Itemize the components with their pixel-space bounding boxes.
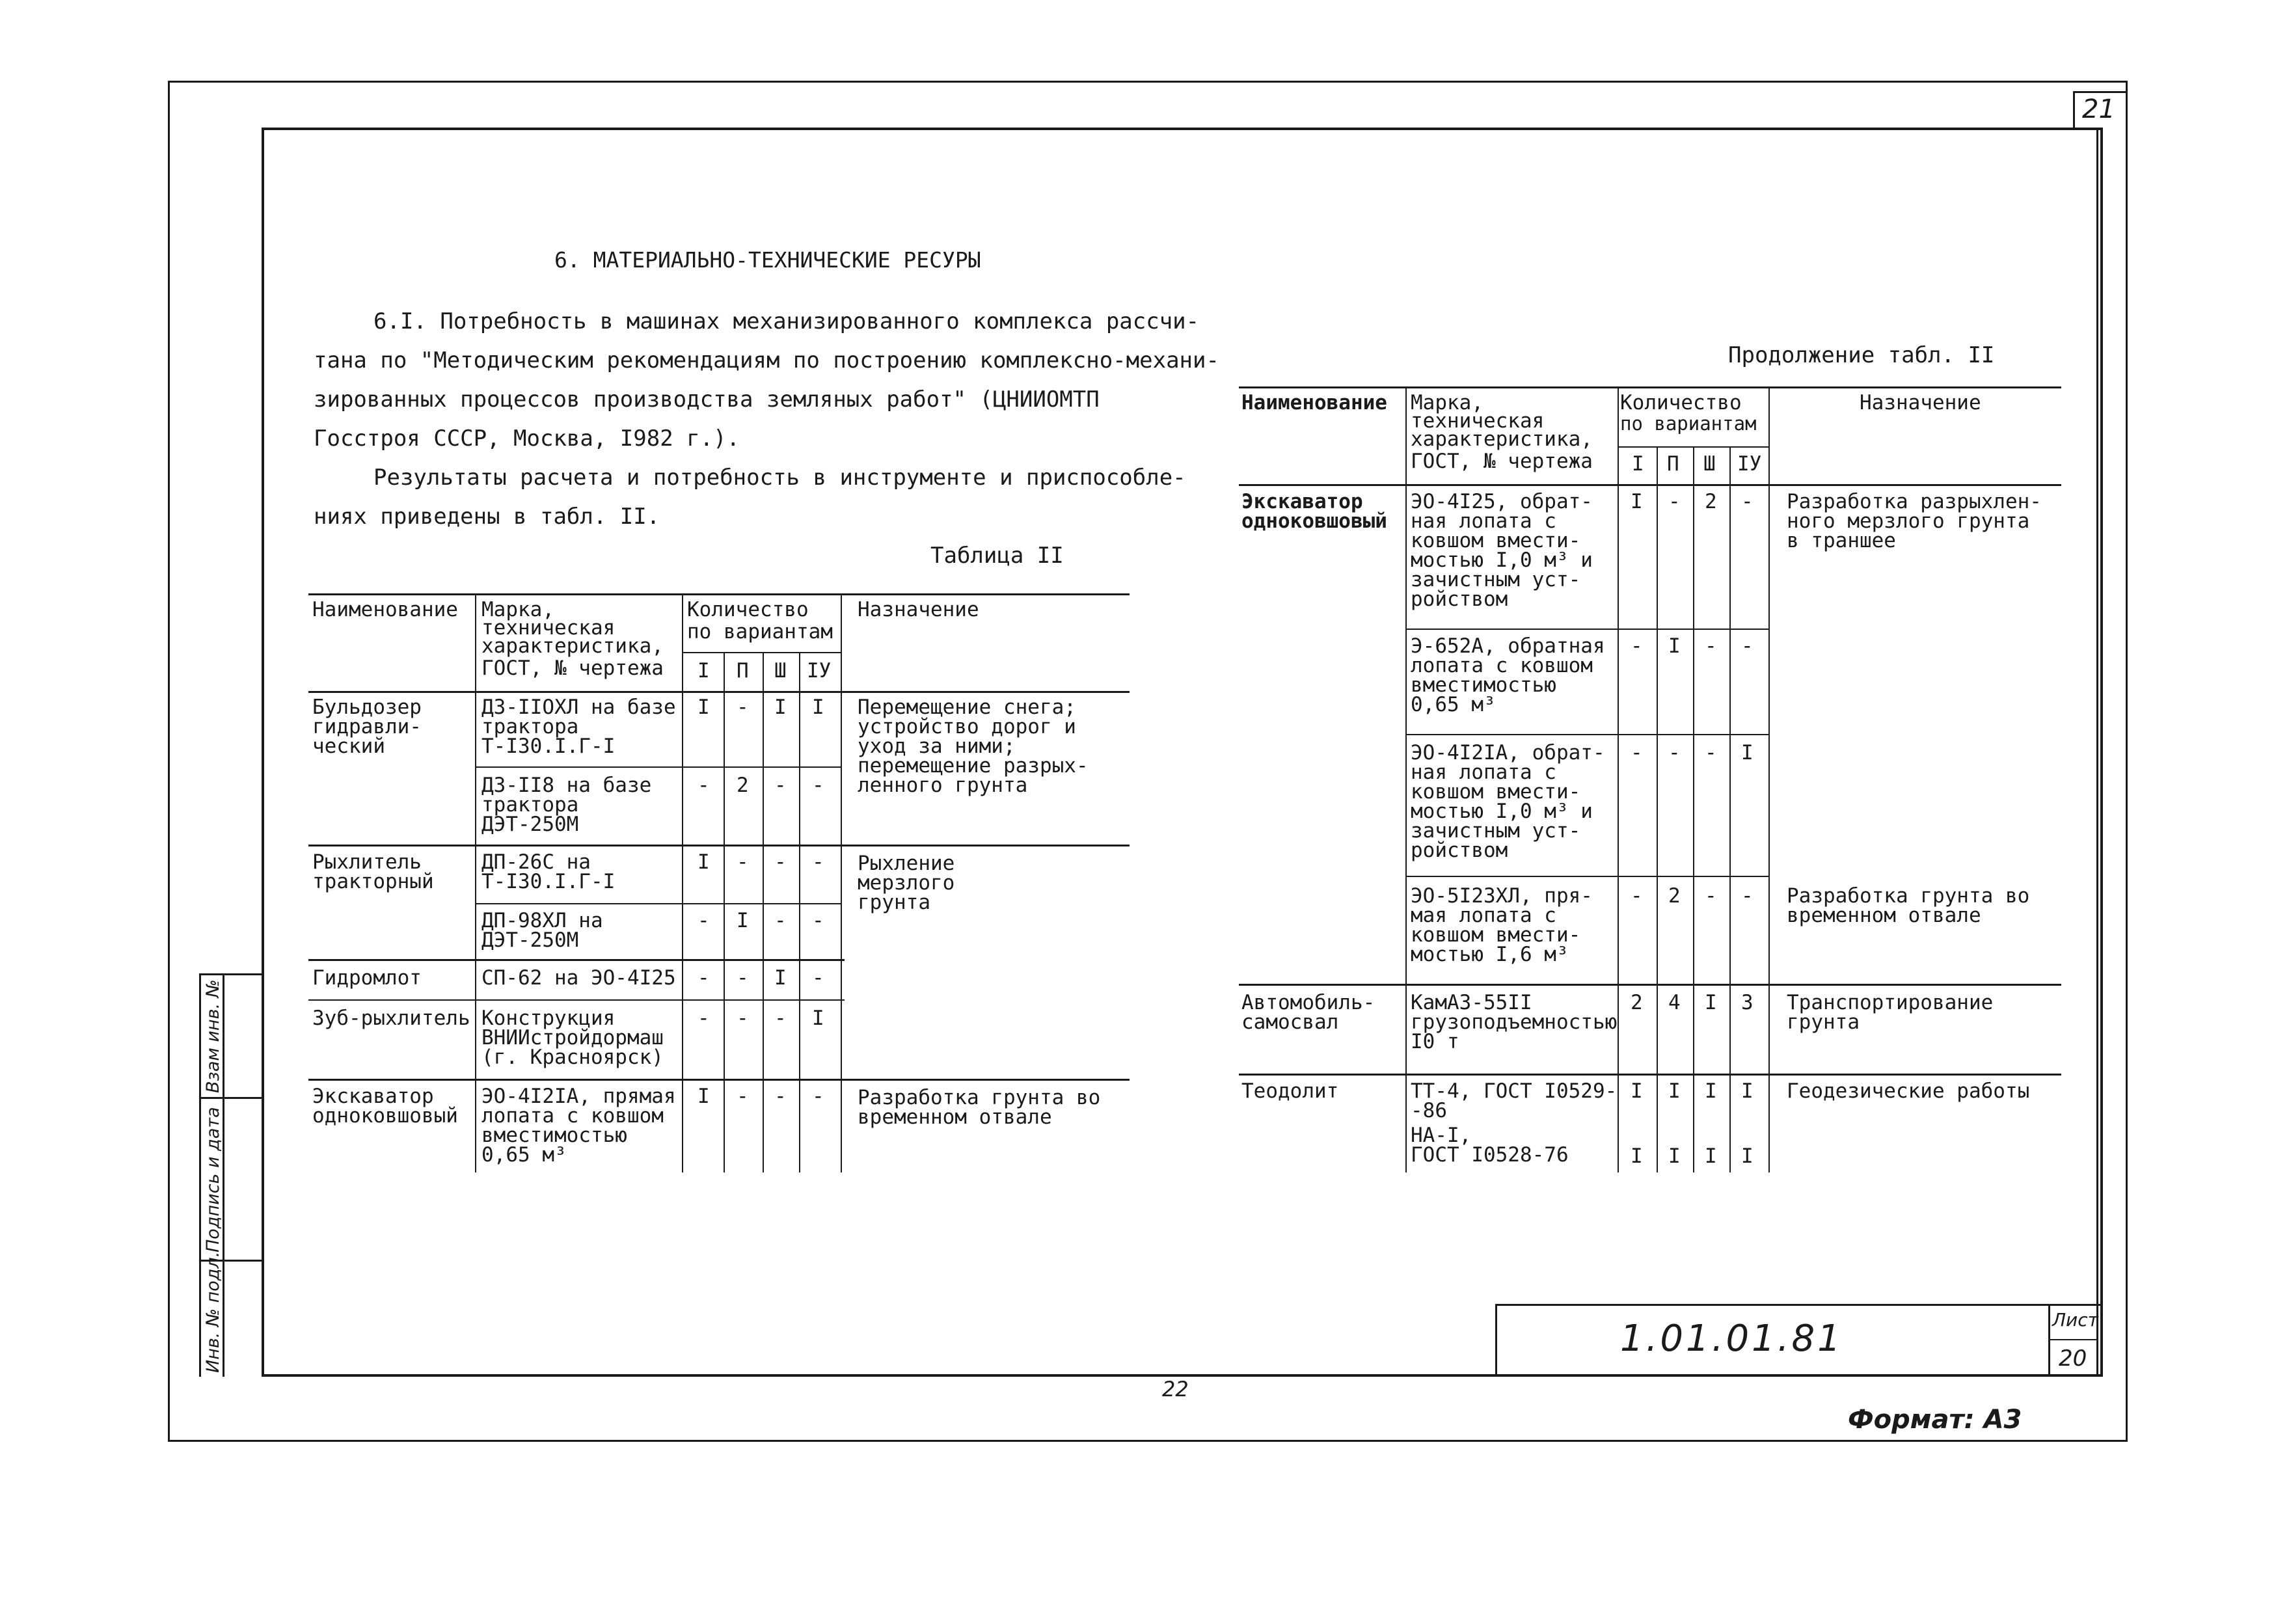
lt-rule-r4: [308, 959, 845, 961]
rt-col-purpose: [1768, 386, 1770, 1172]
paragraph1-line1: 6.I. Потребность в машинах механизированного комплекса рассчи-: [373, 308, 1200, 334]
titleblock-sheet-mid: [2048, 1339, 2096, 1340]
rt-r4-v4: -: [1741, 884, 1754, 908]
lt-r4-v1: -: [698, 909, 710, 932]
page-bottom-number: 22: [1162, 1377, 1189, 1401]
lt-rule-header-bottom: [308, 691, 1130, 693]
rt-header-variant-2: П: [1667, 452, 1679, 476]
lt-r3-brand-1: ДП-26С на: [481, 850, 591, 874]
rt-r3-brand-4: мостью I,0 м³ и: [1411, 800, 1593, 823]
side-row-2: [199, 1097, 262, 1099]
rt-r7-brand-2: ГОСТ I0528-76: [1411, 1143, 1569, 1167]
rt-r1-purpose-1: Разработка разрыхлен-: [1787, 490, 2042, 513]
rt-r1-purpose-3: в траншее: [1787, 529, 1896, 552]
lt-r2-brand-3: ДЭТ-250М: [481, 813, 579, 836]
rt-header-variant-3: Ш: [1703, 452, 1716, 476]
rt-rule-r1: [1405, 629, 1768, 630]
rt-r2-brand-1: Э-652А, обратная: [1411, 634, 1605, 658]
lt-r7-brand-4: 0,65 м³: [481, 1143, 567, 1167]
lt-r4-v4: -: [812, 909, 824, 932]
rt-header-variant-1: I: [1632, 452, 1644, 476]
lt-r7-brand-3: вместимостью: [481, 1124, 627, 1147]
rt-r2-v2: I: [1668, 634, 1681, 658]
lt-r1-name-1: Бульдозер: [312, 696, 422, 719]
rt-col-brand: [1405, 386, 1407, 1172]
titleblock-top: [1495, 1304, 2103, 1306]
table-caption: Таблица II: [930, 543, 1064, 569]
lt-r6-v2: -: [737, 1007, 749, 1030]
rt-r6-purpose-1: Геодезические работы: [1787, 1079, 2030, 1103]
rt-r4-v1: -: [1631, 884, 1643, 908]
continuation-caption: Продолжение табл. II: [1728, 342, 1995, 368]
lt-r3-purpose-1: Рыхление: [858, 852, 955, 875]
rt-rule-r5: [1239, 1074, 2061, 1076]
rt-rule-top: [1239, 386, 2061, 388]
rt-r5-v2: 4: [1668, 991, 1681, 1014]
lt-r1-v1: I: [698, 696, 710, 719]
lt-r5-brand-1: СП-62 на ЭО-4I25: [481, 966, 676, 990]
lt-r2-v1: -: [698, 774, 710, 797]
rt-rule-header-bottom: [1239, 484, 2061, 486]
rt-rule-r3: [1405, 876, 1768, 877]
lt-r4-brand-2: ДЭТ-250М: [481, 928, 579, 952]
rt-r4-brand-1: ЭО-5I23ХЛ, пря-: [1411, 884, 1593, 908]
rt-r4-purpose-2: временном отвале: [1787, 904, 1981, 927]
lt-r7-name-1: Экскаватор: [312, 1085, 434, 1108]
lt-r6-v4: I: [812, 1007, 824, 1030]
lt-header-name: Наименование: [312, 598, 458, 621]
rt-r4-brand-3: ковшом вмести-: [1411, 923, 1581, 947]
lt-r3-brand-2: Т-I30.I.Г-I: [481, 870, 616, 893]
rt-col-v2: [1657, 446, 1658, 1172]
format-label: Формат: А3: [1848, 1405, 2022, 1435]
rt-r3-v2: -: [1668, 741, 1681, 765]
side-label-signature: Подпись и дата: [203, 1107, 223, 1252]
rt-r3-brand-6: ройством: [1411, 839, 1508, 862]
rt-r1-brand-6: ройством: [1411, 588, 1508, 611]
lt-header-variant-1: I: [698, 659, 710, 683]
lt-r3-purpose-3: грунта: [858, 891, 930, 914]
rt-r4-brand-4: мостью I,6 м³: [1411, 943, 1569, 966]
rt-r1-v4: -: [1741, 490, 1754, 513]
titleblock-sheet-divider: [2048, 1304, 2050, 1377]
lt-rule-r1: [475, 766, 841, 768]
lt-r7-purpose-2: временном отвале: [858, 1105, 1052, 1129]
rt-col-v4: [1729, 446, 1731, 1172]
lt-r3-v4: -: [812, 850, 824, 874]
lt-r3-name-1: Рыхлитель: [312, 850, 422, 874]
rt-r3-v3: -: [1705, 741, 1717, 765]
lt-r7-brand-2: лопата с ковшом: [481, 1104, 664, 1128]
lt-r7-purpose-1: Разработка грунта во: [858, 1086, 1101, 1109]
rt-header-qty-1: Количество: [1620, 391, 1742, 414]
rt-header-variant-4: IУ: [1737, 452, 1762, 476]
rt-r5-brand-2: грузоподъемностью: [1411, 1010, 1618, 1034]
lt-rule-top: [308, 593, 1130, 595]
lt-r1-purpose-3: уход за ними;: [858, 735, 1016, 758]
lt-rule-r2: [308, 845, 1130, 846]
lt-r1-v2: -: [737, 696, 749, 719]
lt-header-brand-3: характеристика,: [481, 634, 664, 658]
rt-header-brand-3: характеристика,: [1411, 427, 1593, 451]
rt-col-v3: [1693, 446, 1694, 1172]
lt-r5-v1: -: [698, 966, 710, 990]
lt-r4-brand-1: ДП-98ХЛ на: [481, 909, 603, 932]
lt-r6-name-1: Зуб-рыхлитель: [312, 1007, 470, 1030]
rt-r4-v3: -: [1705, 884, 1717, 908]
lt-r5-v3: I: [774, 966, 787, 990]
rt-header-brand-4: ГОСТ, № чертежа: [1411, 450, 1593, 473]
lt-r1-brand-1: ДЗ-IIOХЛ на базе: [481, 696, 676, 719]
rt-r5-v4: 3: [1741, 991, 1754, 1014]
side-label-inv: Инв. № подл.: [203, 1251, 223, 1373]
rt-r6-v2: I: [1668, 1079, 1681, 1103]
rt-r3-brand-3: ковшом вмести-: [1411, 780, 1581, 804]
rt-r1-brand-1: ЭО-4I25, обрат-: [1411, 490, 1593, 513]
lt-r6-brand-2: ВНИИстройдормаш: [481, 1026, 664, 1049]
lt-r2-brand-1: ДЗ-II8 на базе: [481, 774, 652, 797]
lt-header-variant-3: Ш: [774, 659, 787, 683]
lt-r1-brand-2: трактора: [481, 715, 579, 738]
rt-r2-v4: -: [1741, 634, 1754, 658]
lt-r6-brand-3: (г. Красноярск): [481, 1046, 664, 1069]
lt-col-purpose: [841, 593, 842, 1172]
lt-header-brand-2: техническая: [481, 616, 616, 640]
rt-r5-name-2: самосвал: [1241, 1010, 1339, 1034]
document-code: 1.01.01.81: [1620, 1318, 1843, 1360]
rt-r6-brand-1: ТТ-4, ГОСТ I0529-: [1411, 1079, 1618, 1103]
lt-r3-v2: -: [737, 850, 749, 874]
lt-header-variant-4: IУ: [807, 659, 832, 683]
lt-r7-name-2: одноковшовый: [312, 1104, 458, 1128]
rt-r2-brand-4: 0,65 м³: [1411, 693, 1496, 716]
rt-r3-v1: -: [1631, 741, 1643, 765]
lt-r1-brand-3: Т-I30.I.Г-I: [481, 735, 616, 758]
lt-r4-v2: I: [737, 909, 749, 932]
lt-r2-v4: -: [812, 774, 824, 797]
lt-r5-v2: -: [737, 966, 749, 990]
rt-r7-v3: I: [1705, 1144, 1717, 1168]
lt-r3-name-2: тракторный: [312, 870, 434, 893]
lt-header-brand-1: Марка,: [481, 598, 554, 621]
paragraph1-line3: зированных процессов производства земляных работ" (ЦНИИОМТП: [314, 386, 1100, 413]
lt-r1-v3: I: [774, 696, 787, 719]
paragraph1-line4: Госстроя СССР, Москва, I982 г.).: [314, 426, 740, 452]
lt-col-v3: [763, 652, 764, 1172]
rt-r2-brand-3: вместимостью: [1411, 673, 1556, 697]
rt-r5-purpose-1: Транспортирование: [1787, 991, 1994, 1014]
side-label-replace: Взам инв. №: [203, 979, 223, 1093]
rt-r5-brand-3: I0 т: [1411, 1030, 1459, 1053]
rt-r5-v1: 2: [1631, 991, 1643, 1014]
lt-r2-brand-2: трактора: [481, 793, 579, 817]
lt-r2-v3: -: [774, 774, 787, 797]
lt-header-qty-1: Количество: [687, 598, 809, 621]
rt-r4-purpose-1: Разработка грунта во: [1787, 884, 2030, 908]
lt-r7-v2: -: [737, 1085, 749, 1108]
rt-r5-name-1: Автомобиль-: [1241, 991, 1375, 1014]
lt-col-v4: [799, 652, 800, 1172]
lt-rule-r3: [475, 903, 841, 904]
rt-r6-v1: I: [1631, 1079, 1643, 1103]
rt-r3-brand-5: зачистным уст-: [1411, 819, 1581, 843]
lt-header-purpose: Назначение: [858, 598, 979, 621]
lt-col-v2: [724, 652, 725, 1172]
lt-r3-v1: I: [698, 850, 710, 874]
rt-r6-name-1: Теодолит: [1241, 1079, 1339, 1103]
paragraph1-line2: тана по "Методическим рекомендациям по построению комплексно-механи-: [314, 347, 1219, 373]
page-corner-number: 21: [2082, 94, 2115, 124]
lt-r7-v4: -: [812, 1085, 824, 1108]
lt-col-v1: [682, 593, 683, 1172]
lt-r1-name-2: гидравли-: [312, 715, 422, 738]
rt-r3-brand-1: ЭО-4I2IА, обрат-: [1411, 741, 1605, 765]
rt-header-brand-1: Марка,: [1411, 391, 1483, 414]
lt-r1-v4: I: [812, 696, 824, 719]
rt-r1-v2: -: [1668, 490, 1681, 513]
lt-r5-v4: -: [812, 966, 824, 990]
rt-r1-name-1: Экскаватор: [1241, 490, 1363, 513]
lt-r7-v1: I: [698, 1085, 710, 1108]
rt-r1-brand-3: ковшом вмести-: [1411, 529, 1581, 552]
rt-r2-brand-2: лопата с ковшом: [1411, 654, 1593, 677]
lt-r3-purpose-2: мерзлого: [858, 871, 955, 895]
right-double-line: [2096, 128, 2098, 1377]
lt-rule-r6: [308, 1079, 1130, 1081]
lt-r7-v3: -: [774, 1085, 787, 1108]
corner-box-top: [2073, 91, 2128, 93]
lt-r4-v3: -: [774, 909, 787, 932]
lt-col-brand: [475, 593, 476, 1172]
rt-r1-v1: I: [1631, 490, 1643, 513]
sheet-number: 20: [2059, 1346, 2087, 1372]
rt-r4-brand-2: мая лопата с: [1411, 904, 1556, 927]
side-column-left: [199, 973, 201, 1377]
side-row-1: [199, 973, 262, 975]
section-heading: 6. МАТЕРИАЛЬНО-ТЕХНИЧЕСКИЕ РЕСУРЫ: [554, 247, 981, 273]
rt-r6-brand-2: -86: [1411, 1099, 1447, 1122]
rt-r1-brand-4: мостью I,0 м³ и: [1411, 548, 1593, 572]
corner-box-left: [2073, 91, 2075, 130]
lt-rule-r5: [308, 999, 845, 1001]
paragraph2-line1: Результаты расчета и потребность в инструменте и приспособле-: [373, 465, 1186, 491]
rt-r7-v2: I: [1668, 1144, 1681, 1168]
lt-rule-variants: [682, 652, 841, 653]
lt-r6-v1: -: [698, 1007, 710, 1030]
rt-r7-brand-1: НА-I,: [1411, 1124, 1472, 1147]
rt-header-qty-2: по вариантам: [1620, 413, 1757, 435]
lt-r2-v2: 2: [737, 774, 749, 797]
rt-r5-purpose-2: грунта: [1787, 1010, 1860, 1034]
rt-r3-v4: I: [1741, 741, 1754, 765]
rt-r1-name-2: одноковшовый: [1241, 509, 1387, 533]
lt-r6-brand-1: Конструкция: [481, 1007, 616, 1030]
lt-r1-name-3: ческий: [312, 735, 385, 758]
titleblock-left: [1495, 1304, 1497, 1377]
lt-r7-brand-1: ЭО-4I2IА, прямая: [481, 1085, 676, 1108]
rt-r2-v3: -: [1705, 634, 1717, 658]
rt-r4-v2: 2: [1668, 884, 1681, 908]
rt-r5-v3: I: [1705, 991, 1717, 1014]
lt-r1-purpose-1: Перемещение снега;: [858, 696, 1076, 719]
paragraph2-line2: ниях приведены в табл. II.: [314, 504, 660, 530]
rt-r6-v3: I: [1705, 1079, 1717, 1103]
rt-r3-brand-2: ная лопата с: [1411, 761, 1556, 784]
rt-r2-v1: -: [1631, 634, 1643, 658]
rt-rule-r4: [1239, 984, 2061, 986]
rt-r6-v4: I: [1741, 1079, 1754, 1103]
lt-header-qty-2: по вариантам: [687, 620, 833, 643]
sheet-label: Лист: [2052, 1309, 2098, 1331]
rt-r1-brand-2: ная лопата с: [1411, 509, 1556, 533]
rt-col-v1: [1618, 386, 1619, 1172]
rt-r1-v3: 2: [1705, 490, 1717, 513]
rt-r5-brand-1: КамАЗ-55II: [1411, 991, 1532, 1014]
rt-rule-r2: [1405, 734, 1768, 735]
rt-r1-purpose-2: ного мерзлого грунта: [1787, 509, 2030, 533]
rt-r7-v4: I: [1741, 1144, 1754, 1168]
rt-header-name: Наименование: [1241, 391, 1387, 414]
lt-r1-purpose-5: ленного грунта: [858, 774, 1028, 797]
lt-header-variant-2: П: [737, 659, 749, 683]
lt-r6-v3: -: [774, 1007, 787, 1030]
lt-header-brand-4: ГОСТ, № чертежа: [481, 656, 664, 680]
rt-r7-v1: I: [1631, 1144, 1643, 1168]
lt-r3-v3: -: [774, 850, 787, 874]
rt-header-brand-2: техническая: [1411, 409, 1545, 433]
rt-header-purpose: Назначение: [1860, 391, 1981, 414]
rt-r1-brand-5: зачистным уст-: [1411, 568, 1581, 591]
lt-r5-name-1: Гидромлот: [312, 966, 422, 990]
lt-r1-purpose-2: устройство дорог и: [858, 715, 1076, 738]
lt-r1-purpose-4: перемещение разрых-: [858, 754, 1089, 778]
